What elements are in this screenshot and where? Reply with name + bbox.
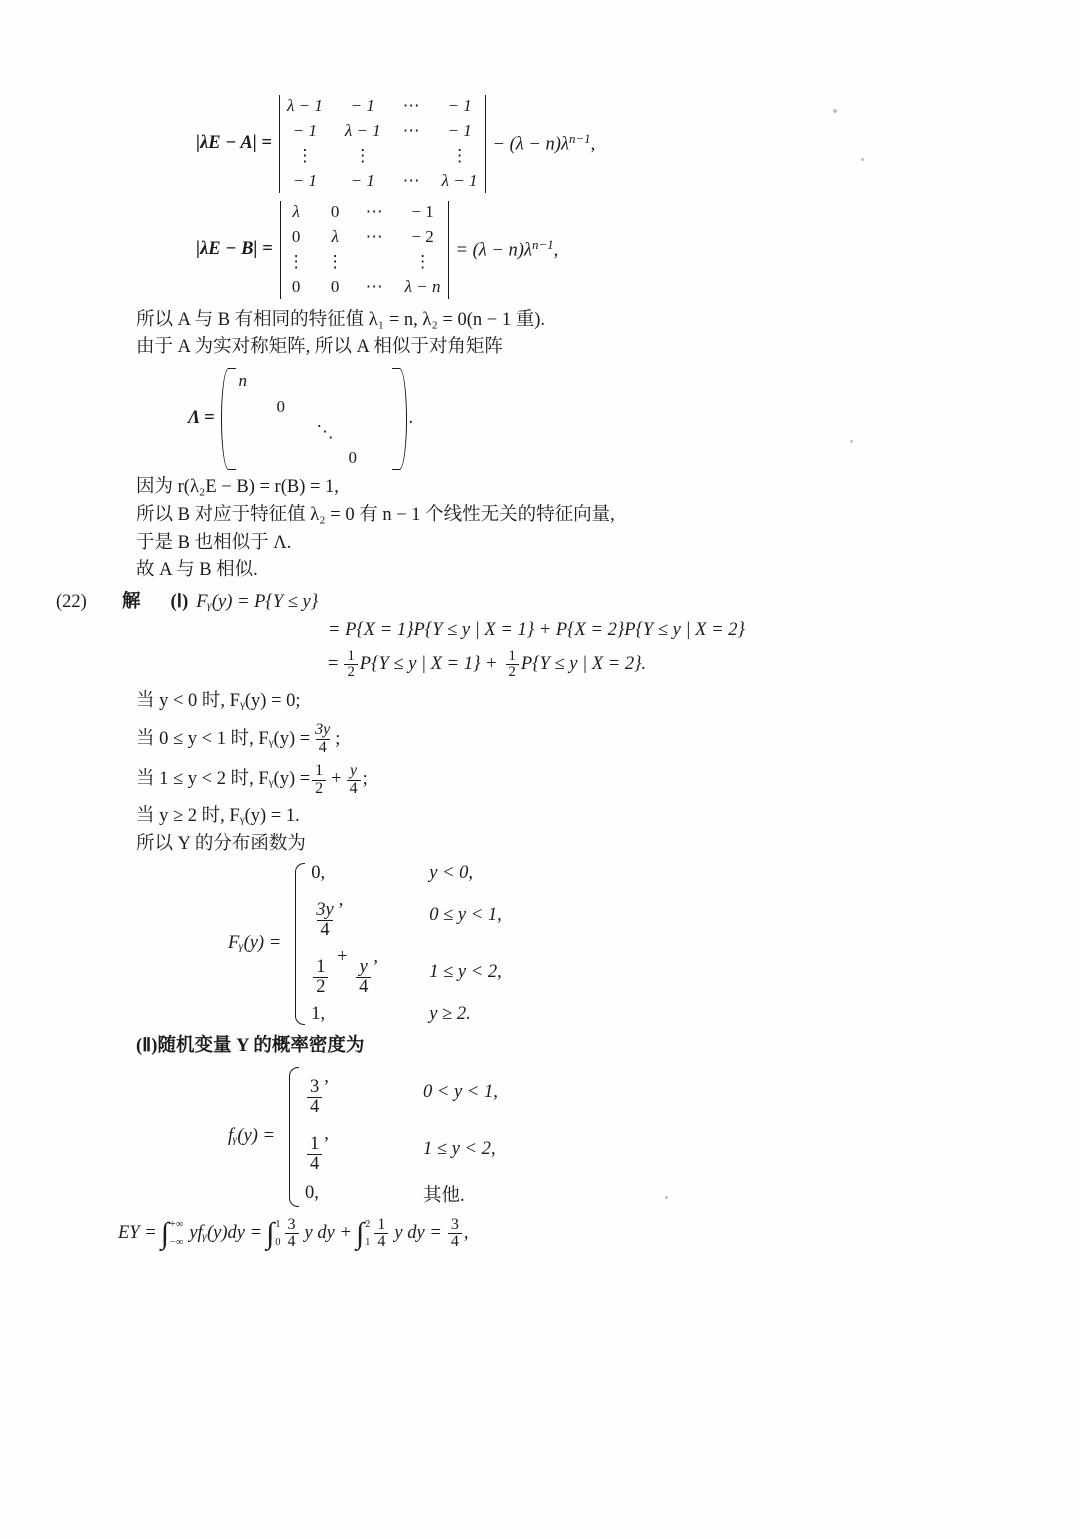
case-condition: y ≥ 2. [429, 1003, 471, 1024]
integral-sign-icon: ∫ [266, 1216, 275, 1250]
case-condition: 1 ≤ y < 2, [429, 961, 502, 982]
integral-3-limits [365, 1219, 370, 1249]
problem-22-line3: = $\frac{1}{2}$ P{Y ≤ y | X = 1} + $\frac{1}{2}$ P{Y ≤ y | X = 2}. [328, 647, 647, 680]
det-cell: λ − 1 [286, 96, 323, 115]
EY-tail: , [463, 1223, 469, 1244]
text-independent-eigenvectors: 所以 B 对应于特征值 λ₂ = 0 有 n − 1 个线性无关的特征向量, [136, 504, 615, 525]
det-cell: λ [331, 226, 339, 246]
det-cell: ⋮ [287, 251, 305, 271]
integral-2 [266, 1216, 282, 1250]
det-cell: − 2 [411, 226, 434, 246]
det-cell: − 1 [292, 120, 318, 140]
diag-entry: ⋱ [316, 422, 334, 441]
eq-FY-definition: Fᵧ(y) = P{Y ≤ y} [196, 592, 319, 612]
det2-rhs-exponent: n−1 [531, 236, 554, 252]
case-value: 1, [311, 1003, 326, 1024]
det-bar-left [280, 201, 281, 299]
det2-rhs-tail: , [553, 239, 559, 260]
case-condition: 0 < y < 1, [423, 1081, 498, 1102]
integral-lower-limit: 1 [365, 1236, 371, 1248]
det2-lhs: |λE − B| = [196, 238, 273, 259]
equation-expectation-EY [118, 1217, 958, 1252]
det-cell [403, 145, 420, 168]
case-value: $\frac{3}{4}$ , [305, 1067, 397, 1118]
det-cell: − 1 [411, 201, 434, 221]
fraction-result-3-over-4: $\frac{3}{4}$ [448, 1217, 462, 1252]
det2-grid [288, 201, 441, 299]
case-value: $\frac{3y}{4}$ , [311, 890, 403, 941]
case-value: 0, [305, 1183, 319, 1204]
fY-cases [305, 1067, 498, 1207]
integral-1-body: yfᵧ(y)dy = [189, 1223, 263, 1244]
text-rank-equation: 因为 r(λ₂E − B) = r(B) = 1, [136, 477, 339, 497]
equation-fY-piecewise [118, 1067, 958, 1207]
det-cell: ⋯ [365, 276, 383, 296]
integral-2-limits [275, 1219, 280, 1249]
fraction-3-over-4: $\frac{3}{4}$ [307, 1078, 322, 1118]
det-cell: 0 [291, 226, 301, 246]
case-row [311, 947, 501, 998]
EY-label: EY = [118, 1223, 157, 1244]
det-cell: ⋮ [326, 251, 344, 271]
det-cell: ⋮ [414, 251, 432, 271]
diag-entry: n [238, 371, 247, 390]
case-0-to-1-tail: ; [335, 728, 341, 749]
case-value: $\frac{1}{2}$ + $\frac{y}{4}$ , [311, 947, 403, 998]
text-conclusion-similar: 故 A 与 B 相似. [136, 560, 258, 581]
case-row [311, 863, 501, 884]
text-same-eigenvalues: 所以 A 与 B 有相同的特征值 λ₁ = n, λ₂ = 0(n − 1 重). [136, 309, 546, 330]
FY-cases [311, 863, 501, 1025]
lambda-tail: . [408, 408, 414, 429]
case-1-to-2-text: 当 1 ≤ y < 2 时, Fᵧ(y) = [136, 769, 311, 790]
det-cell: ⋮ [451, 145, 469, 165]
integral-3-body: y dy = [394, 1223, 442, 1244]
problem-22-header [56, 589, 958, 617]
fraction-y-over-4: $\frac{y}{4}$ [356, 958, 371, 998]
det-cell: ⋯ [365, 226, 383, 246]
case-condition: 0 ≤ y < 1, [429, 904, 502, 925]
det-cell: 0 [291, 276, 301, 296]
case-row [311, 890, 501, 941]
paren-left [221, 368, 235, 470]
det1-rhs-tail: , [590, 134, 596, 155]
fraction-3y-over-4: $\frac{3y}{4}$ [315, 721, 331, 756]
case-value: 0, [311, 862, 326, 883]
integral-lower-limit: 0 [275, 1236, 281, 1248]
det-cell: ⋯ [365, 201, 383, 221]
FY-label: Fᵧ(y) = [228, 932, 282, 953]
eq-cond-2: P{Y ≤ y | X = 2}. [520, 653, 647, 674]
part-2-header [118, 1033, 958, 1061]
det-cell: λ − 1 [441, 170, 478, 190]
text-distribution-intro: 所以 Y 的分布函数为 [136, 834, 306, 855]
det-cell: 0 [330, 276, 340, 296]
det1-rhs [493, 129, 596, 159]
det1-matrix [272, 95, 493, 193]
det-cell: λ − n [404, 276, 441, 296]
integral-upper-limit: 2 [365, 1218, 371, 1230]
det-cell: − 1 [447, 96, 472, 115]
case-y-ge-2: 当 y ≥ 2 时, Fᵧ(y) = 1. [136, 806, 300, 827]
det1-grid [287, 95, 478, 193]
fraction-1-over-4: $\frac{1}{4}$ [374, 1217, 388, 1252]
lambda-lhs: Λ = [188, 408, 215, 429]
case-row [305, 1181, 498, 1207]
det1-rhs-expr: − (λ − n)λ [492, 134, 569, 155]
det-cell: ⋯ [402, 120, 420, 140]
equation-lambda-diagonal [118, 368, 958, 470]
fraction-one-half: $\frac{1}{2}$ [313, 958, 328, 998]
part-2-tag: (Ⅱ) [136, 1035, 158, 1056]
equation-det-lambdaE-minus-A [118, 95, 958, 193]
case-row [305, 1067, 498, 1118]
case-1-to-2-tail: ; [362, 769, 368, 790]
case-condition: 1 ≤ y < 2, [423, 1138, 496, 1159]
case-1-to-2: 当 1 ≤ y < 2 时, Fᵧ(y) = $\frac{1}{2}$ + $\frac{y}{4}$ ; [136, 761, 368, 797]
part-2-text: 随机变量 Y 的概率密度为 [157, 1035, 365, 1056]
det-cell: − 1 [350, 170, 375, 190]
det2-matrix [273, 201, 456, 299]
case-row [305, 1124, 498, 1175]
equation-FY-piecewise [118, 863, 958, 1025]
curly-brace-icon [289, 863, 305, 1025]
fraction-y-over-4: $\frac{y}{4}$ [347, 763, 361, 798]
det-bar-left [279, 95, 280, 193]
integral-sign-icon: ∫ [355, 1216, 365, 1250]
case-y-negative: 当 y < 0 时, Fᵧ(y) = 0; [136, 691, 301, 712]
diag-entry: 0 [276, 396, 285, 416]
integral-1 [160, 1216, 186, 1250]
equation-det-lambdaE-minus-B [118, 201, 958, 299]
fraction-1-over-4: $\frac{1}{4}$ [307, 1135, 322, 1175]
fraction-3y-over-4: $\frac{3y}{4}$ [316, 900, 334, 941]
fraction-one-half: $\frac{1}{2}$ [312, 763, 326, 798]
problem-number: (22) [56, 592, 87, 612]
det-cell: 0 [330, 201, 340, 221]
det-bar-right [485, 95, 486, 193]
paren-right [393, 368, 407, 470]
integral-lower-limit: −∞ [169, 1236, 184, 1248]
det-cell [366, 251, 383, 274]
fraction-one-half: $\frac{1}{2}$ [344, 649, 357, 681]
case-condition: 其他. [423, 1185, 465, 1206]
det1-lhs: |λE − A| = [196, 133, 272, 153]
FY-cases-block [289, 863, 501, 1025]
det-cell: λ − 1 [344, 120, 381, 140]
det2-rhs-expr: = (λ − n)λ [455, 239, 532, 260]
integral-sign-icon: ∫ [160, 1216, 169, 1250]
diag-entry: 0 [348, 447, 357, 467]
case-0-to-1-text: 当 0 ≤ y < 1 时, Fᵧ(y) = [136, 728, 311, 749]
fraction-one-half: $\frac{1}{2}$ [506, 649, 519, 681]
diagonal-matrix [221, 368, 407, 470]
case-value: $\frac{1}{4}$ , [305, 1124, 397, 1175]
integral-upper-limit: 1 [275, 1218, 281, 1230]
text-real-symmetric: 由于 A 为实对称矩阵, 所以 A 相似于对角矩阵 [136, 337, 503, 358]
det-cell: − 1 [292, 170, 318, 190]
integral-2-body: y dy + [304, 1223, 352, 1244]
fY-cases-block [283, 1067, 498, 1207]
part-1-tag: (Ⅰ) [170, 592, 189, 612]
det-cell: ⋮ [354, 145, 372, 165]
det2-rhs [456, 235, 559, 265]
det-cell: − 1 [350, 96, 375, 115]
det-cell: ⋯ [402, 170, 420, 190]
text-B-similar: 于是 B 也相似于 Λ. [136, 532, 292, 553]
integral-1-limits [170, 1219, 183, 1249]
case-0-to-1 [118, 722, 958, 757]
problem-22-line2 [118, 617, 958, 645]
det-cell: − 1 [447, 120, 472, 140]
fY-label: fᵧ(y) = [228, 1125, 276, 1146]
solution-word: 解 [122, 592, 141, 612]
eq-total-probability: = P{X = 1}P{Y ≤ y | X = 1} + P{X = 2}P{Y ≤ y | X = 2} [328, 619, 745, 640]
det-bar-right [448, 201, 449, 299]
det-cell: ⋮ [296, 145, 314, 165]
integral-3 [355, 1216, 372, 1250]
page-content [56, 95, 958, 1251]
curly-brace-icon [283, 1067, 299, 1207]
fraction-3-over-4: $\frac{3}{4}$ [285, 1217, 299, 1252]
integral-upper-limit: +∞ [169, 1218, 184, 1230]
det-cell: λ [292, 201, 300, 221]
case-row [311, 1004, 501, 1025]
det-cell: ⋯ [402, 96, 420, 115]
det1-rhs-exponent: n−1 [568, 130, 591, 146]
diagonal-entries [235, 368, 393, 470]
eq-cond-1: P{Y ≤ y | X = 1} + [359, 653, 498, 674]
case-condition: y < 0, [429, 862, 474, 883]
